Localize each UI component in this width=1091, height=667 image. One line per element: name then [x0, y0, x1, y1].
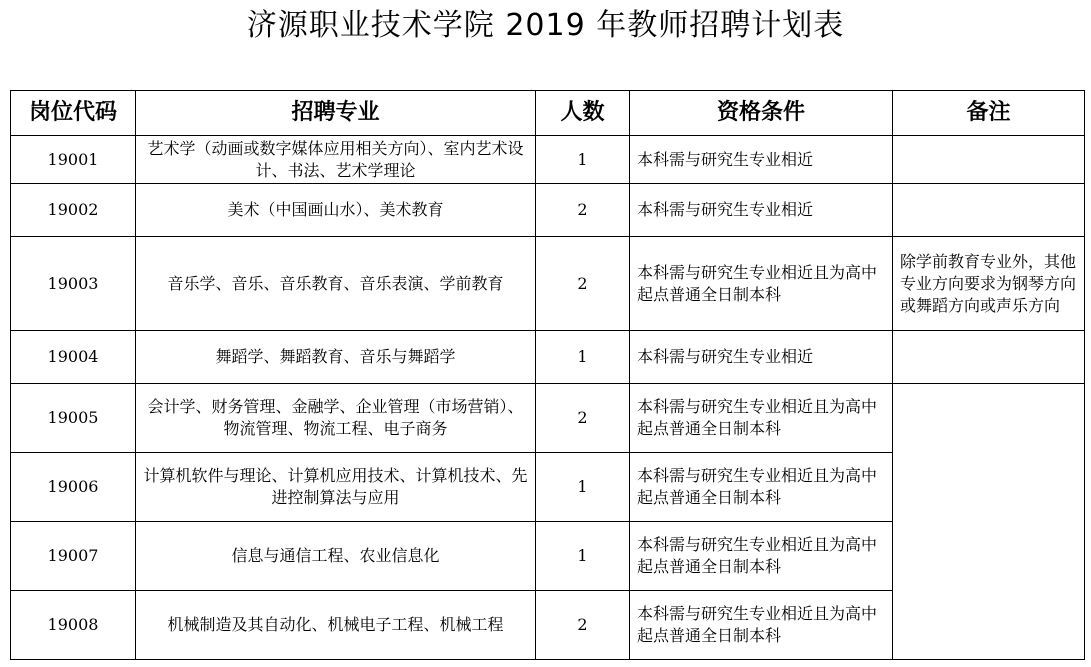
cell-major: 艺术学（动画或数字媒体应用相关方向）、室内艺术设计、书法、艺术学理论 [136, 136, 536, 184]
cell-notes [893, 384, 1085, 660]
cell-requirements: 本科需与研究生专业相近且为高中起点普通全日制本科 [630, 522, 893, 591]
cell-code: 19003 [11, 237, 136, 331]
cell-major: 会计学、财务管理、金融学、企业管理（市场营销）、物流管理、物流工程、电子商务 [136, 384, 536, 453]
recruitment-table [10, 90, 1085, 660]
cell-major: 机械制造及其自动化、机械电子工程、机械工程 [136, 591, 536, 660]
header-requirements: 资格条件 [630, 91, 893, 136]
cell-code: 19007 [11, 522, 136, 591]
cell-requirements: 本科需与研究生专业相近且为高中起点普通全日制本科 [630, 453, 893, 522]
cell-major: 信息与通信工程、农业信息化 [136, 522, 536, 591]
header-count: 人数 [536, 91, 630, 136]
cell-count: 1 [536, 522, 630, 591]
cell-major: 舞蹈学、舞蹈教育、音乐与舞蹈学 [136, 331, 536, 384]
table-row [11, 384, 1085, 453]
cell-major: 美术（中国画山水）、美术教育 [136, 184, 536, 237]
cell-code: 19006 [11, 453, 136, 522]
page-title: 济源职业技术学院 2019 年教师招聘计划表 [246, 8, 845, 43]
cell-requirements: 本科需与研究生专业相近且为高中起点普通全日制本科 [630, 237, 893, 331]
cell-count: 2 [536, 591, 630, 660]
table-row [11, 136, 1085, 184]
cell-code: 19004 [11, 331, 136, 384]
table-row [11, 331, 1085, 384]
cell-requirements: 本科需与研究生专业相近 [630, 331, 893, 384]
cell-major: 计算机软件与理论、计算机应用技术、计算机技术、先进控制算法与应用 [136, 453, 536, 522]
header-code: 岗位代码 [11, 91, 136, 136]
cell-requirements: 本科需与研究生专业相近且为高中起点普通全日制本科 [630, 591, 893, 660]
cell-count: 1 [536, 136, 630, 184]
header-notes: 备注 [893, 91, 1085, 136]
cell-requirements: 本科需与研究生专业相近且为高中起点普通全日制本科 [630, 384, 893, 453]
cell-notes: 除学前教育专业外，其他专业方向要求为钢琴方向或舞蹈方向或声乐方向 [893, 237, 1085, 331]
table-row [11, 237, 1085, 331]
cell-notes [893, 184, 1085, 237]
cell-requirements: 本科需与研究生专业相近 [630, 136, 893, 184]
cell-notes [893, 331, 1085, 384]
table-header-row [11, 91, 1085, 136]
cell-requirements: 本科需与研究生专业相近 [630, 184, 893, 237]
cell-count: 2 [536, 237, 630, 331]
header-major: 招聘专业 [136, 91, 536, 136]
cell-count: 1 [536, 331, 630, 384]
cell-count: 2 [536, 184, 630, 237]
cell-notes [893, 136, 1085, 184]
cell-count: 2 [536, 384, 630, 453]
cell-code: 19002 [11, 184, 136, 237]
cell-count: 1 [536, 453, 630, 522]
table-row [11, 184, 1085, 237]
cell-major: 音乐学、音乐、音乐教育、音乐表演、学前教育 [136, 237, 536, 331]
cell-code: 19001 [11, 136, 136, 184]
cell-code: 19008 [11, 591, 136, 660]
cell-code: 19005 [11, 384, 136, 453]
